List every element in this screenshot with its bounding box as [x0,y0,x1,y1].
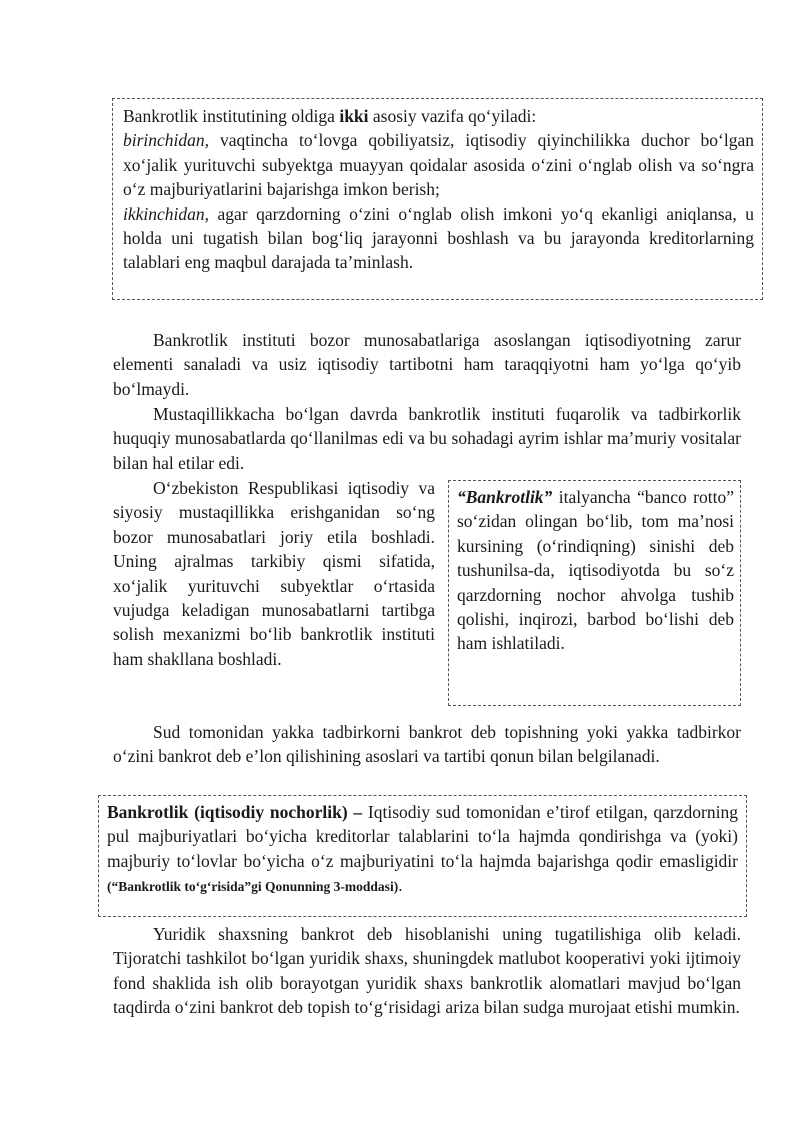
definition-body: Iqtisodiy sud tomonidan e’tirof etilgan, qarzdorning pul majburiyatlari bo‘yicha kreditorlar talablarini to‘la hajmda qondirishga va (yoki) majburiy to‘lovlar bo‘yicha o‘z majburiyatini to‘la hajmda bajarishga qodir emasligidir [107,802,738,871]
definition-text [107,800,738,900]
etymology-body: italyancha “banco rotto” so‘zidan olingan bo‘lib, tom ma’nosi kursining (o‘rindiqning) sinishi deb tushunilsa-da, iqtisodiyotda bu so‘z qarzdorning nochor ahvolga tushib qolishi, inqirozi, barbod bo‘lishi deb ham ishlatiladi. [457,487,734,654]
etymology-text [457,485,734,656]
paragraph-5: Yuridik shaxsning bankrot deb hisoblanishi uning tugatilishiga olib keladi. Tijoratchi tashkilot bo‘lgan yuridik shaxs, shuningdek matlubot kooperativi yoki ijtimoiy fond shaklida ish olib borayotgan yuridik shaxs bankrotlik alomatlari mavjud bo‘lgan taqdirda o‘zini bankrot deb topish to‘g‘risidagi ariza bilan sudga murojaat etishi mumkin. [113,924,741,1018]
tasks-text [123,104,754,275]
etymology-box [448,480,741,706]
tasks-intro-bold: ikki [339,106,369,126]
first-task-text: vaqtincha to‘lovga qobiliyatsiz, iqtisodiy qiyinchilikka duchor bo‘lgan xo‘jalik yurituvchi subyektga muayyan qoidalar asosida o‘zini o‘nglab olish va so‘ngra o‘z majburiyatlarini bajarishga imkon berish; [123,130,754,200]
second-task-label: ikkinchidan, [123,203,210,224]
definition-term: Bankrotlik (iqtisodiy nochorlik) – [107,802,363,822]
etymology-term: “Bankrotlik” [457,487,553,507]
definition-box [98,795,747,917]
paragraph-1: Bankrotlik instituti bozor munosabatlariga asoslangan iqtisodiyotning zarur elementi sanaladi va usiz iqtisodiy tartibotni ham taraqqiyotni ham yo‘lga qo‘yib bo‘lmaydi. [113,330,741,399]
tasks-intro: Bankrotlik institutining oldiga [123,106,340,126]
paragraph-3: O‘zbekiston Respublikasi iqtisodiy va siyosiy mustaqillikka erishganidan so‘ng bozor munosabatlari joriy etila boshladi. Uning ajralmas tarkibiy qismi sifatida, xo‘jalik yurituvchi subyektlar o‘rtasida vujudga keladigan munosabatlarni tartibga solish mexanizmi bo‘lib bankrotlik instituti ham shakllana boshladi. [113,478,435,669]
definition-source: (“Bankrotlik to‘g‘risida”gi Qonunning 3-moddasi) [107,879,399,895]
first-task-label: birinchidan, [123,130,210,151]
definition-end: . [398,875,403,896]
paragraph-4: Sud tomonidan yakka tadbirkorni bankrot deb topishning yoki yakka tadbirkor o‘zini bankrot deb e’lon qilishining asoslari va tartibi qonun bilan belgilanadi. [113,722,741,767]
second-task-text: agar qarzdorning o‘zini o‘nglab olish imkoni yo‘q ekanligi aniqlansa, u holda uni tugatish bilan bog‘liq jarayonni boshlash va bu jarayonda kreditorlarning talablari eng maqbul darajada ta’minlash. [123,203,754,273]
paragraph-2: Mustaqillikkacha bo‘lgan davrda bankrotlik instituti fuqarolik va tadbirkorlik huquqiy munosabatlarda qo‘llanilmas edi va bu sohadagi ayrim ishlar ma’muriy vositalar bilan hal etilar edi. [113,404,741,473]
tasks-box [112,98,763,300]
tasks-intro-end: asosiy vazifa qo‘yiladi: [368,106,537,126]
